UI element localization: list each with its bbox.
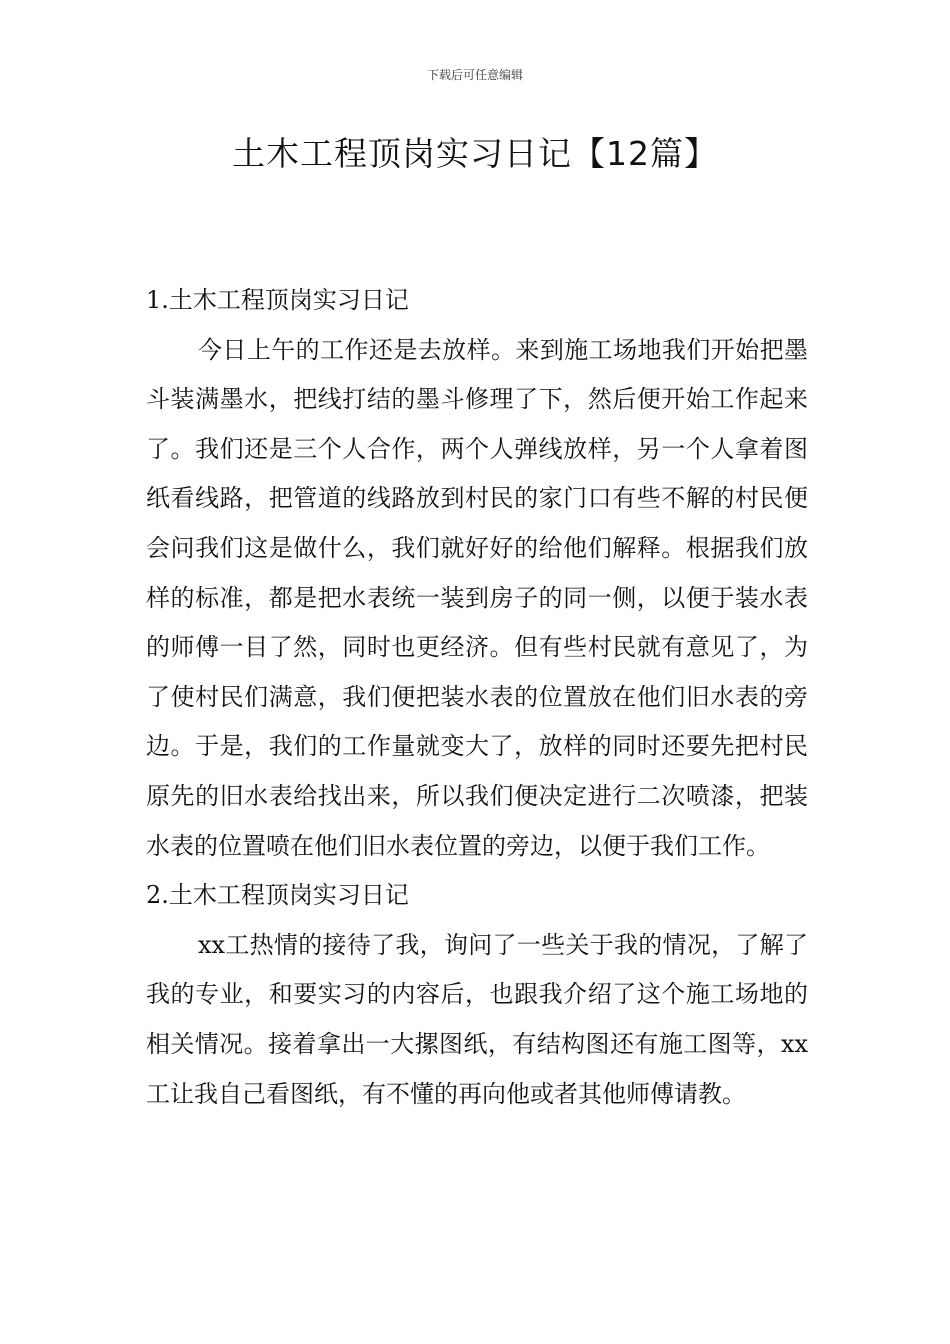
section-1 [146, 276, 808, 871]
section-paragraph: xx工热情的接待了我，询问了一些关于我的情况，了解了我的专业，和要实习的内容后，也跟我介绍了这个施工场地的相关情况。接着拿出一大摞图纸，有结构图还有施工图等，xx工让我自己看图纸，有不懂的再向他或者其他师傅请教。 [146, 930, 808, 1108]
document-title: 土木工程顶岗实习日记【12篇】 [232, 134, 718, 173]
section-2 [146, 871, 808, 1119]
header-note: 下载后可任意编辑 [426, 68, 523, 82]
section-paragraph: 今日上午的工作还是去放样。来到施工场地我们开始把墨斗装满墨水，把线打结的墨斗修理了下，然后便开始工作起来了。我们还是三个人合作，两个人弹线放样，另一个人拿着图纸看线路，把管道的线路放到村民的家门口有些不解的村民便会问我们这是做什么，我们就好好的给他们解释。根据我们放样的标准，都是把水表统一装到房子的同一侧，以便于装水表的师傅一目了然，同时也更经济。但有些村民就有意见了，为了使村民们满意，我们便把装水表的位置放在他们旧水表的旁边。于是，我们的工作量就变大了，放样的同时还要先把村民原先的旧水表给找出来，所以我们便决定进行二次喷漆，把装水表的位置喷在他们旧水表位置的旁边，以便于我们工作。 [146, 335, 808, 860]
document-body [146, 276, 808, 1119]
section-heading: 1.土木工程顶岗实习日记 [146, 286, 409, 314]
section-heading: 2.土木工程顶岗实习日记 [146, 881, 409, 910]
